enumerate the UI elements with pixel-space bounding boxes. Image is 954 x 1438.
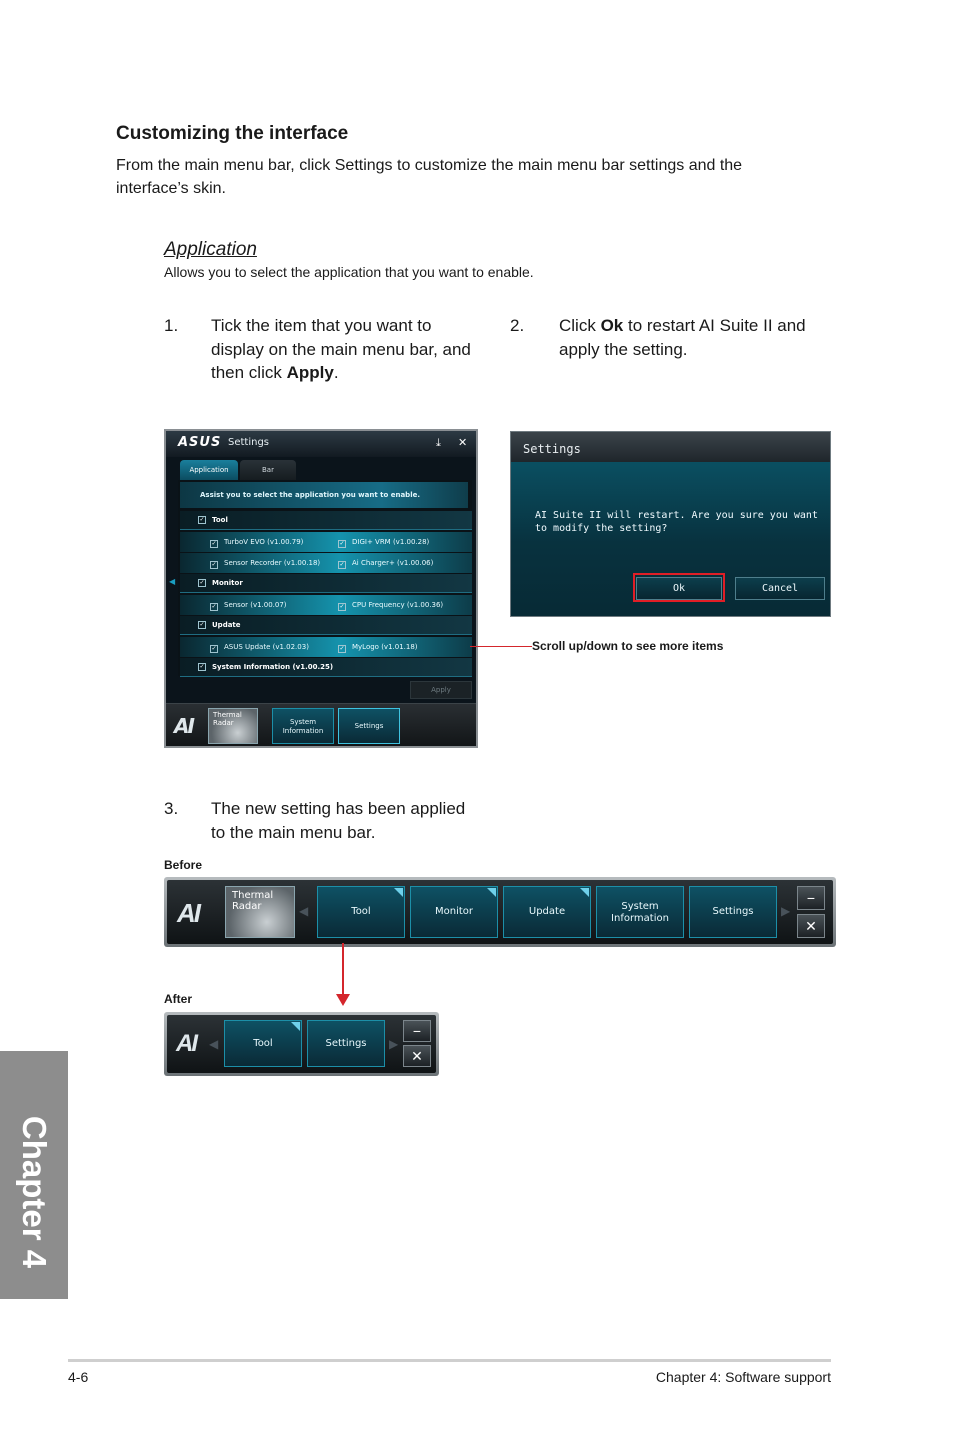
system-information-button[interactable]: System Information [596,886,684,938]
system-information-button[interactable]: System Information [272,708,334,744]
footer-chapter: Chapter 4: Software support [655,1369,831,1385]
after-label: After [164,992,193,1006]
asus-logo: ASUS [178,435,222,450]
app-item-label: DIGI+ VRM (v1.00.28) [352,538,430,546]
before-menu-bar [164,877,836,947]
ai-suite-logo: AI [174,714,193,738]
app-item-turbov[interactable] [210,532,303,552]
group-system-information[interactable] [180,658,472,677]
checkbox-icon[interactable]: ✓ [199,663,205,670]
settings-button[interactable]: Settings [689,886,777,938]
monitor-button-label: Monitor [434,906,473,917]
step-1-apply: Apply [286,363,334,382]
list-item [180,637,472,657]
before-label: Before [164,858,203,872]
app-item-sensor[interactable] [210,595,287,615]
group-monitor[interactable] [180,574,472,593]
arrow-line [342,943,344,997]
tool-button[interactable] [224,1020,302,1067]
tab-bar[interactable]: Bar [240,460,296,480]
apply-button[interactable]: Apply [410,681,472,699]
checkbox-icon[interactable]: ✓ [211,561,217,568]
tool-button[interactable] [317,886,405,938]
scroll-left-icon[interactable]: ◀ [299,904,309,918]
scroll-right-icon[interactable]: ▶ [389,1037,399,1051]
app-item-digi[interactable] [338,532,429,552]
corner-icon [291,1022,300,1031]
update-button[interactable] [503,886,591,938]
group-update[interactable] [180,616,472,635]
list-item [180,532,472,552]
corner-icon [487,888,496,897]
list-item [180,595,472,615]
application-description: Allows you to select the application that you want to enable. [164,264,534,280]
settings-button[interactable]: Settings [338,708,400,744]
monitor-button[interactable] [410,886,498,938]
cancel-button[interactable]: Cancel [735,577,825,600]
minimize-button[interactable]: − [403,1020,431,1042]
app-item-label: CPU Frequency (v1.00.36) [352,601,444,609]
main-menu-bar [166,703,476,748]
checkbox-icon[interactable]: ✓ [211,645,217,652]
section-intro: From the main menu bar, click Settings to customize the main menu bar settings and the interface’s skin. [116,157,743,197]
assist-text: Assist you to select the application you want to enable. [180,482,468,508]
scroll-left-icon[interactable]: ◀ [169,577,176,586]
chapter-tab-label: Chapter 4 [16,1115,53,1269]
checkbox-icon[interactable]: ✓ [339,645,345,652]
before-bar-inner [167,880,833,944]
ai-suite-logo: AI [176,1030,196,1057]
group-label: Monitor [212,579,243,587]
app-item-label: Sensor Recorder (v1.00.18) [224,559,321,567]
ok-button[interactable]: Ok [636,577,722,600]
step-1-text-b: . [333,363,339,382]
ok-highlight [633,573,725,602]
settings-button[interactable]: Settings [307,1020,385,1067]
close-button[interactable]: ✕ [797,914,825,938]
checkbox-icon[interactable]: ✓ [211,603,217,610]
restart-dialog [510,431,831,617]
scroll-right-icon[interactable]: ▶ [781,904,791,918]
ai-suite-logo: AI [177,898,199,928]
app-item-sensor-recorder[interactable] [210,553,320,573]
step-2-text-b: to restart AI Suite II and apply the setting. [559,316,806,359]
after-menu-bar [164,1012,439,1076]
checkbox-icon[interactable]: ✓ [199,516,205,523]
download-icon[interactable]: ⤓ [436,436,441,449]
step-2-ok: Ok [600,316,624,335]
application-panel [178,480,472,676]
checkbox-icon[interactable]: ✓ [199,621,205,628]
step-3-text: The new setting has been applied to the main menu bar. [211,799,466,842]
app-item-ai-charger[interactable] [338,553,433,573]
corner-icon [580,888,589,897]
settings-window [164,429,478,748]
group-label: Update [212,621,241,629]
step-1-text [211,314,486,385]
group-label: System Information (v1.00.25) [212,663,334,671]
tool-button-label: Tool [351,906,371,917]
group-label: Tool [212,516,228,524]
minimize-button[interactable]: − [797,886,825,910]
update-button-label: Update [528,906,566,917]
tool-button-label: Tool [253,1038,273,1049]
app-item-asus-update[interactable] [210,637,309,657]
step-3-number: 3. [164,799,179,818]
thermal-radar-button[interactable]: Thermal Radar [208,708,258,744]
step-1-text-a: Tick the item that you want to display on the main menu bar, and then click [211,316,471,382]
settings-window-title: Settings [228,437,270,448]
step-1-number: 1. [164,316,179,335]
tab-application[interactable]: Application [180,460,238,480]
app-item-label: TurboV EVO (v1.00.79) [224,538,304,546]
step-2-text [559,314,829,361]
settings-titlebar [166,431,476,457]
arrow-down-icon [336,994,350,1006]
app-item-cpu-frequency[interactable] [338,595,443,615]
step-2-text-a: Click [559,316,601,335]
application-heading: Application [164,239,257,260]
app-item-label: MyLogo (v1.01.18) [352,643,418,651]
checkbox-icon[interactable]: ✓ [211,540,217,547]
checkbox-icon[interactable]: ✓ [339,561,345,568]
chapter-tab [0,1051,68,1299]
app-item-label: Sensor (v1.00.07) [224,601,287,609]
callout-text: Scroll up/down to see more items [532,639,724,653]
group-tool[interactable] [180,511,472,530]
corner-icon [394,888,403,897]
thermal-radar-button[interactable]: Thermal Radar [225,886,295,938]
step-2-number: 2. [510,316,525,335]
after-bar-inner [167,1015,436,1073]
dialog-title: Settings [511,432,830,462]
app-item-mylogo[interactable] [338,637,418,657]
footer-divider [68,1359,831,1362]
list-item [180,553,472,573]
checkbox-icon[interactable]: ✓ [199,579,205,586]
checkbox-icon[interactable]: ✓ [339,540,345,547]
section-title: Customizing the interface [116,123,349,144]
scroll-left-icon[interactable]: ◀ [209,1037,219,1051]
close-button[interactable]: ✕ [403,1045,431,1067]
close-icon[interactable]: ✕ [458,436,468,449]
dialog-message: AI Suite II will restart. Are you sure you want to modify the setting? [535,510,818,534]
page-number: 4-6 [68,1369,89,1385]
checkbox-icon[interactable]: ✓ [339,603,345,610]
callout-line [470,646,532,647]
app-item-label: Ai Charger+ (v1.00.06) [352,559,434,567]
app-item-label: ASUS Update (v1.02.03) [224,643,309,651]
